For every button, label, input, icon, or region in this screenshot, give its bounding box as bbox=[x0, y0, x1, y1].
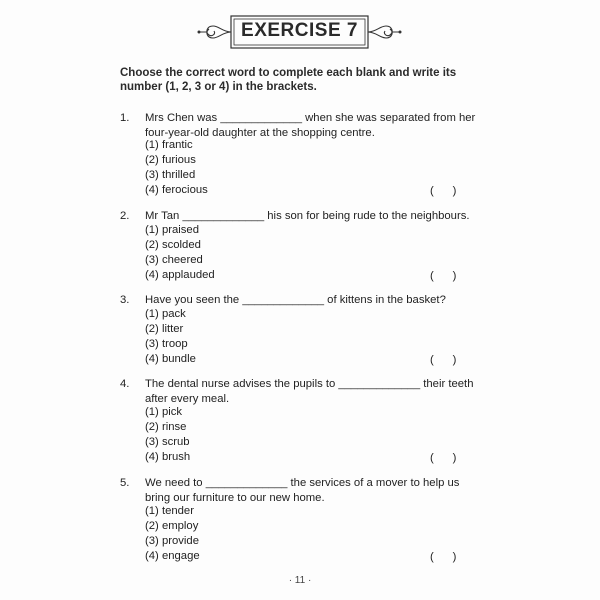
question-line-1: We need to _____________ the services of a mover to help us bbox=[145, 477, 460, 489]
question-number: 2. bbox=[120, 210, 130, 222]
question-line-1: Mr Tan _____________ his son for being rude to the neighbours. bbox=[145, 210, 470, 222]
option-1: (1) tender bbox=[145, 505, 194, 517]
answer-bracket[interactable]: ( ) bbox=[430, 452, 457, 464]
question-line-1: The dental nurse advises the pupils to _____________ their teeth bbox=[145, 378, 474, 390]
question-number: 4. bbox=[120, 378, 130, 390]
options-list bbox=[145, 307, 196, 367]
option-4: (4) ferocious bbox=[145, 184, 208, 196]
exercise-banner bbox=[197, 12, 402, 52]
option-2: (2) litter bbox=[145, 323, 184, 335]
question-line-2: four-year-old daughter at the shopping centre. bbox=[145, 127, 375, 139]
options-list bbox=[145, 405, 190, 465]
options-list bbox=[145, 138, 208, 198]
option-1: (1) praised bbox=[145, 224, 199, 236]
options-list bbox=[145, 504, 200, 564]
option-4: (4) engage bbox=[145, 550, 200, 562]
question-line-1: Have you seen the _____________ of kittens in the basket? bbox=[145, 294, 446, 306]
question-number: 3. bbox=[120, 294, 130, 306]
option-2: (2) rinse bbox=[145, 421, 187, 433]
question-number: 5. bbox=[120, 477, 130, 489]
options-list bbox=[145, 223, 215, 283]
answer-bracket[interactable]: ( ) bbox=[430, 185, 457, 197]
option-3: (3) cheered bbox=[145, 254, 203, 266]
option-1: (1) frantic bbox=[145, 139, 193, 151]
option-2: (2) scolded bbox=[145, 239, 201, 251]
option-1: (1) pick bbox=[145, 406, 183, 418]
question-text bbox=[145, 377, 485, 407]
answer-bracket[interactable]: ( ) bbox=[430, 354, 457, 366]
question-text bbox=[145, 293, 485, 308]
option-3: (3) thrilled bbox=[145, 169, 196, 181]
exercise-title: EXERCISE 7 bbox=[241, 20, 358, 41]
question-text bbox=[145, 476, 485, 506]
question-text bbox=[145, 209, 485, 224]
question-line-1: Mrs Chen was _____________ when she was separated from her bbox=[145, 112, 476, 124]
question-text bbox=[145, 111, 485, 141]
page-number: · 11 · bbox=[288, 575, 312, 586]
option-4: (4) applauded bbox=[145, 269, 215, 281]
option-3: (3) scrub bbox=[145, 436, 190, 448]
question-line-2: bring our furniture to our new home. bbox=[145, 492, 325, 504]
option-2: (2) furious bbox=[145, 154, 196, 166]
option-4: (4) bundle bbox=[145, 353, 196, 365]
question-line-2: after every meal. bbox=[145, 393, 230, 405]
answer-bracket[interactable]: ( ) bbox=[430, 270, 457, 282]
option-2: (2) employ bbox=[145, 520, 199, 532]
question-number: 1. bbox=[120, 112, 130, 124]
option-3: (3) troop bbox=[145, 338, 188, 350]
instructions-text: Choose the correct word to complete each blank and write its number (1, 2, 3 or 4) in the brackets. bbox=[120, 67, 457, 93]
answer-bracket[interactable]: ( ) bbox=[430, 551, 457, 563]
option-1: (1) pack bbox=[145, 308, 186, 320]
option-4: (4) brush bbox=[145, 451, 191, 463]
option-3: (3) provide bbox=[145, 535, 199, 547]
